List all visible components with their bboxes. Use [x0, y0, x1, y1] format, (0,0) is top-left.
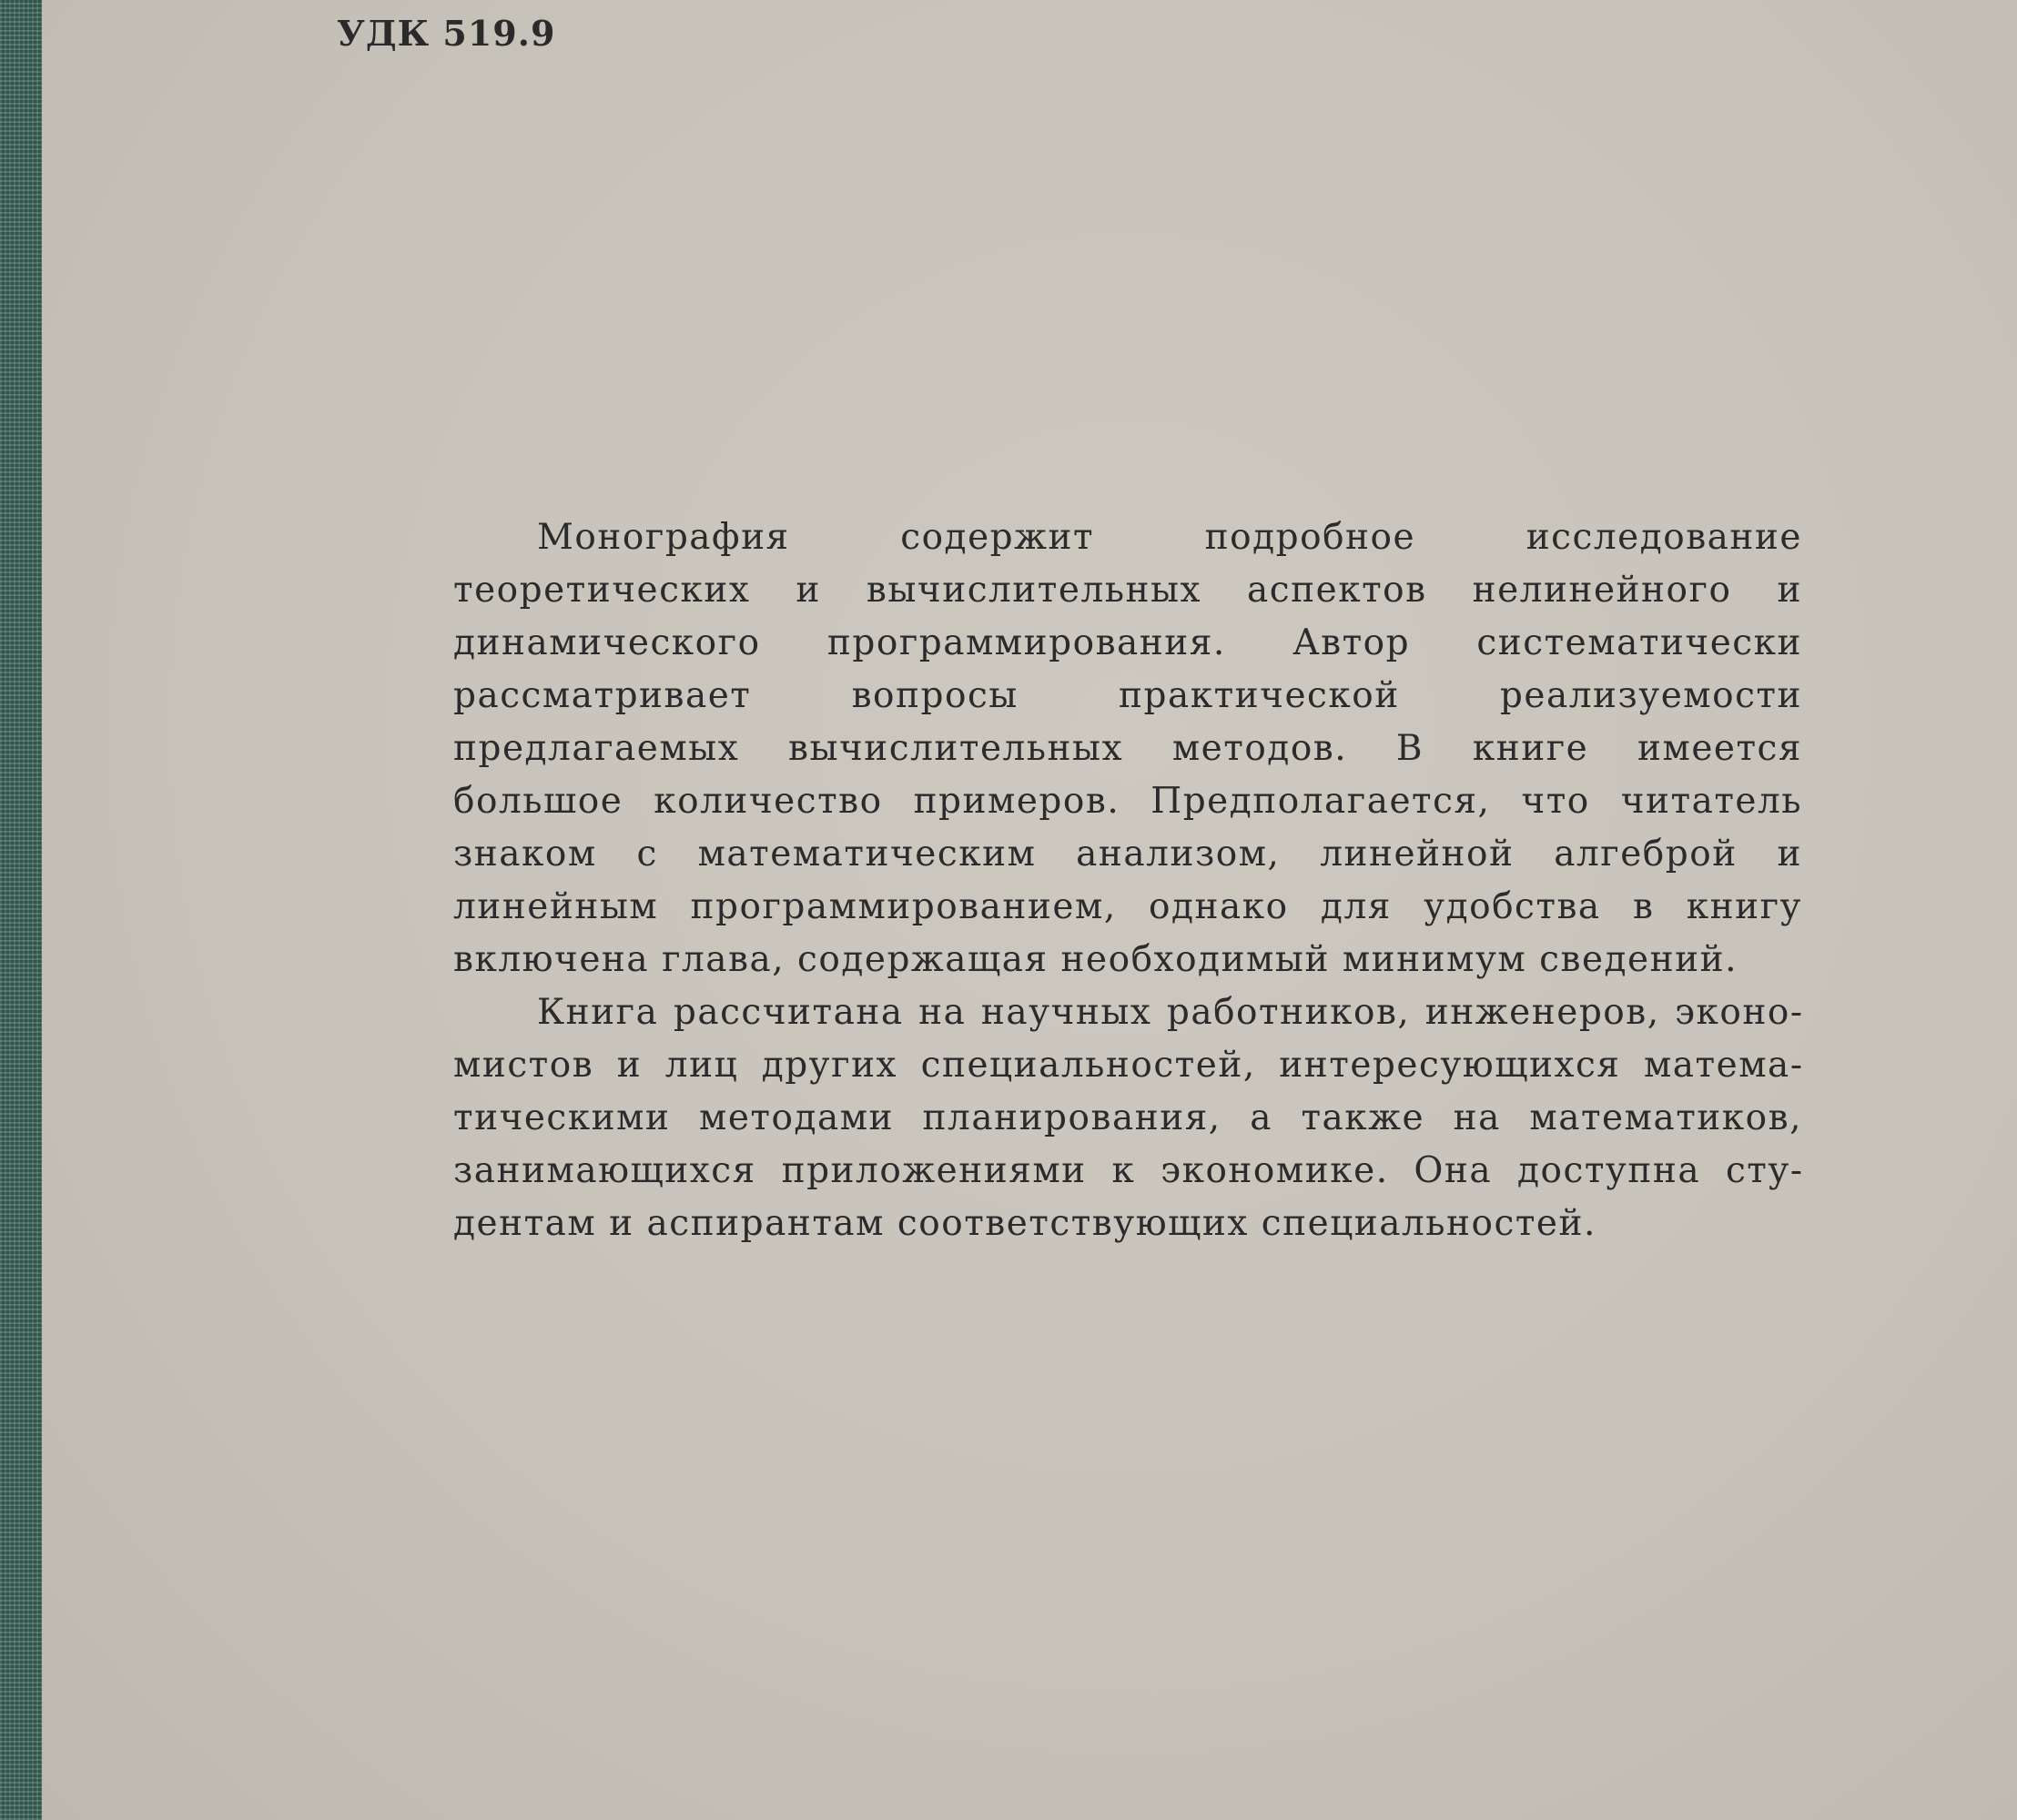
book-spine-binding — [0, 0, 42, 1820]
book-page — [42, 0, 2017, 1820]
udc-classification: УДК 519.9 — [337, 13, 556, 54]
abstract-paragraph: Книга рассчитана на научных работников, инженеров, экономистов и лиц других специальностей, интересующихся математическими методами планирования, а также на математиков, занимающихся приложениями к экономике. Она доступна студентам и аспирантам соответствующих специальностей. — [453, 992, 1802, 1244]
abstract-paragraph: Монография содержит подробное исследование теоретических и вычислительных аспектов нелинейного и динамического программирования. Автор систематически рассматривает вопросы практической реализуемости предлагаемых вычислительных методов. В книге имеется большое количество примеров. Предполагается, что читатель знаком с математическим анализом, линейной алгеброй и линейным программированием, однако для удобства в книгу включена глава, содержащая необходимый минимум сведений. — [453, 517, 1802, 980]
book-abstract — [453, 511, 1802, 1250]
